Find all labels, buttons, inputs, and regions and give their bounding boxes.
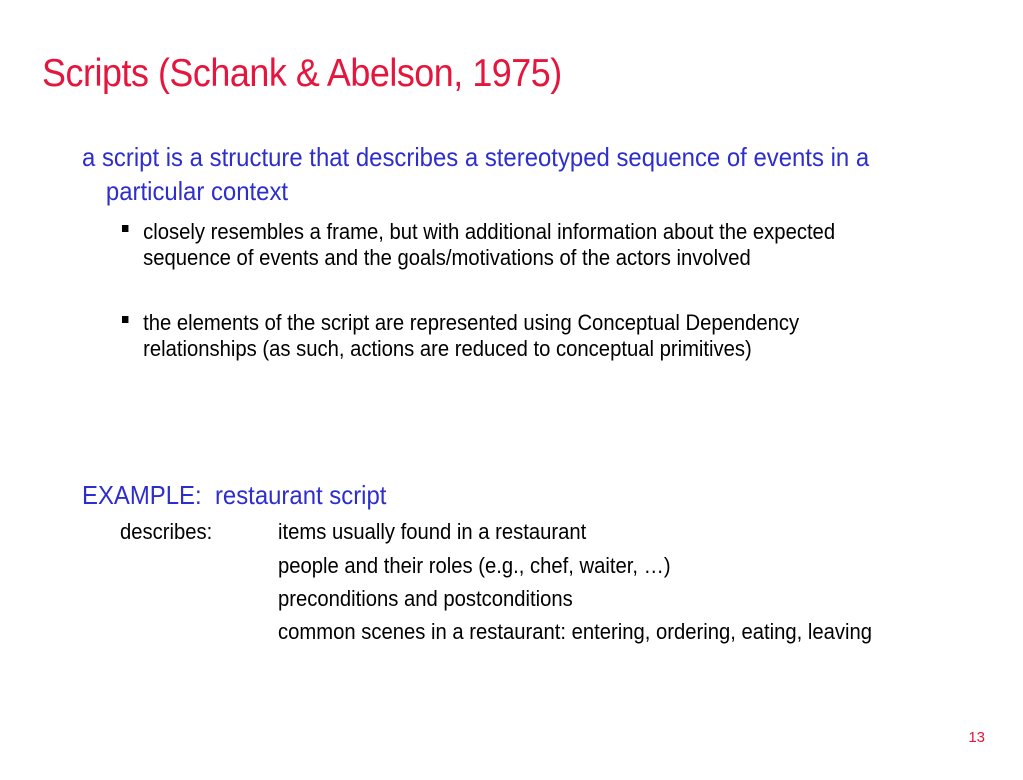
describes-item: common scenes in a restaurant: entering, ordering, eating, leaving	[278, 619, 873, 644]
bullet-line-1: closely resembles a frame, but with additional information about the expected	[143, 219, 836, 244]
bullet-line-2: sequence of events and the goals/motivations of the actors involved	[143, 245, 751, 270]
describes-label: describes:	[120, 519, 213, 544]
bullet-line-1: the elements of the script are represented using Conceptual Dependency	[143, 310, 800, 335]
main-point-line-1: a script is a structure that describes a stereotyped sequence of events in a	[82, 142, 870, 172]
slide-title: Scripts (Schank & Abelson, 1975)	[42, 52, 562, 95]
bullet-item	[122, 219, 904, 271]
square-bullet-icon	[122, 225, 128, 232]
page-number: 13	[968, 729, 985, 746]
describes-item: preconditions and postconditions	[278, 586, 573, 611]
describes-item: people and their roles (e.g., chef, waiter, …)	[278, 553, 671, 578]
square-bullet-icon	[122, 316, 128, 323]
bullet-line-2: relationships (as such, actions are reduced to conceptual primitives)	[143, 336, 752, 361]
bullet-item	[122, 310, 904, 362]
main-point	[82, 140, 910, 208]
describes-item: items usually found in a restaurant	[278, 519, 587, 544]
example-heading: EXAMPLE: restaurant script	[82, 480, 387, 510]
main-point-line-2: particular context	[105, 176, 289, 206]
